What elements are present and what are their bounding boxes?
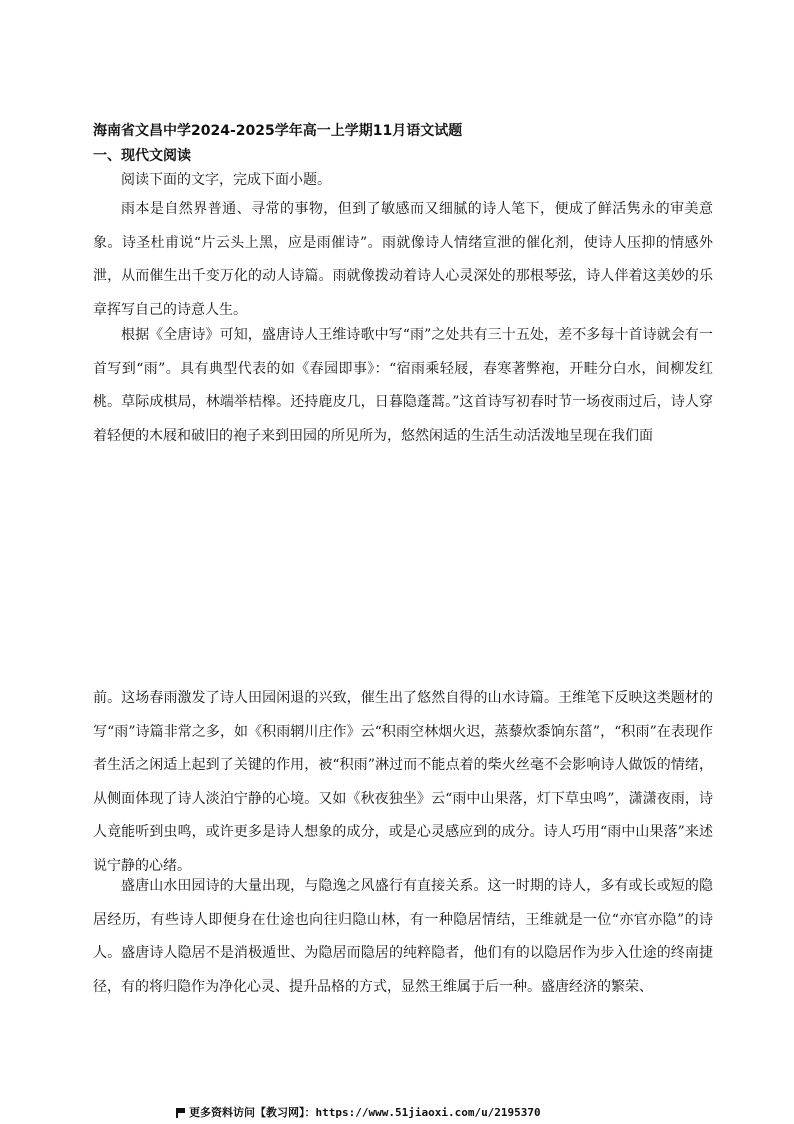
section-heading: 一、现代文阅读: [93, 148, 191, 164]
flag-icon: [176, 1108, 185, 1117]
paragraph-2: 根据《全唐诗》可知，盛唐诗人王维诗歌中写“雨”之处共有三十五处，差不多每十首诗就会有一首写到“雨”。具有典型代表的如《春园即事》：“宿雨乘轻屐，春寒著弊袍，开畦分白水，间柳发红桃。草际成棋局，林端举桔槔。还持鹿皮几，日暮隐蓬蒿。”这首诗写初春时节一场夜雨过后，诗人穿着轻便的木屐和破旧的袍子来到田园的所见所为，悠然闲适的生活生动活泼地呈现在我们面: [93, 327, 713, 444]
footer-text[interactable]: 更多资料访问【教习网】：https://www.51jiaoxi.com/u/2195370: [189, 1106, 541, 1119]
paragraph-3: 前。这场春雨激发了诗人田园闲退的兴致，催生出了悠然自得的山水诗篇。王维笔下反映这类题材的写“雨”诗篇非常之多，如《积雨辋川庄作》云“积雨空林烟火迟，蒸藜炊黍饷东菑”，“积雨”在表现作者生活之闲适上起到了关键的作用，被“积雨”淋过而不能点着的柴火丝毫不会影响诗人做饭的情绪，从侧面体现了诗人淡泊宁静的心境。又如《秋夜独坐》云“雨中山果落，灯下草虫鸣”，潇潇夜雨，诗人竟能听到虫鸣，或许更多是诗人想象的成分，或是心灵感应到的成分。诗人巧用“雨中山果落”来述说宁静的心绪。: [93, 690, 713, 874]
paragraph-1: 雨本是自然界普通、寻常的事物，但到了敏感而又细腻的诗人笔下，便成了鲜活隽永的审美意象。诗圣杜甫说“片云头上黑，应是雨催诗”。雨就像诗人情绪宣泄的催化剂，使诗人压抑的情感外泄，从而催生出千变万化的动人诗篇。雨就像拨动着诗人心灵深处的那根琴弦，诗人伴着这美妙的乐章挥写自己的诗意人生。: [93, 201, 713, 318]
instruction-text: 阅读下面的文字，完成下面小题。: [121, 172, 331, 188]
page-title: 海南省文昌中学2024-2025学年高一上学期11月语文试题: [93, 123, 463, 139]
footer-link[interactable]: [176, 1104, 541, 1120]
paragraph-4: 盛唐山水田园诗的大量出现，与隐逸之风盛行有直接关系。这一时期的诗人，多有或长或短的隐居经历，有些诗人即便身在仕途也向往归隐山林，有一种隐居情结，王维就是一位“亦官亦隐”的诗人。盛唐诗人隐居不是消极遁世、为隐居而隐居的纯粹隐者，他们有的以隐居作为步入仕途的终南捷径，有的将归隐作为净化心灵、提升品格的方式，显然王维属于后一种。盛唐经济的繁荣、: [93, 878, 713, 995]
